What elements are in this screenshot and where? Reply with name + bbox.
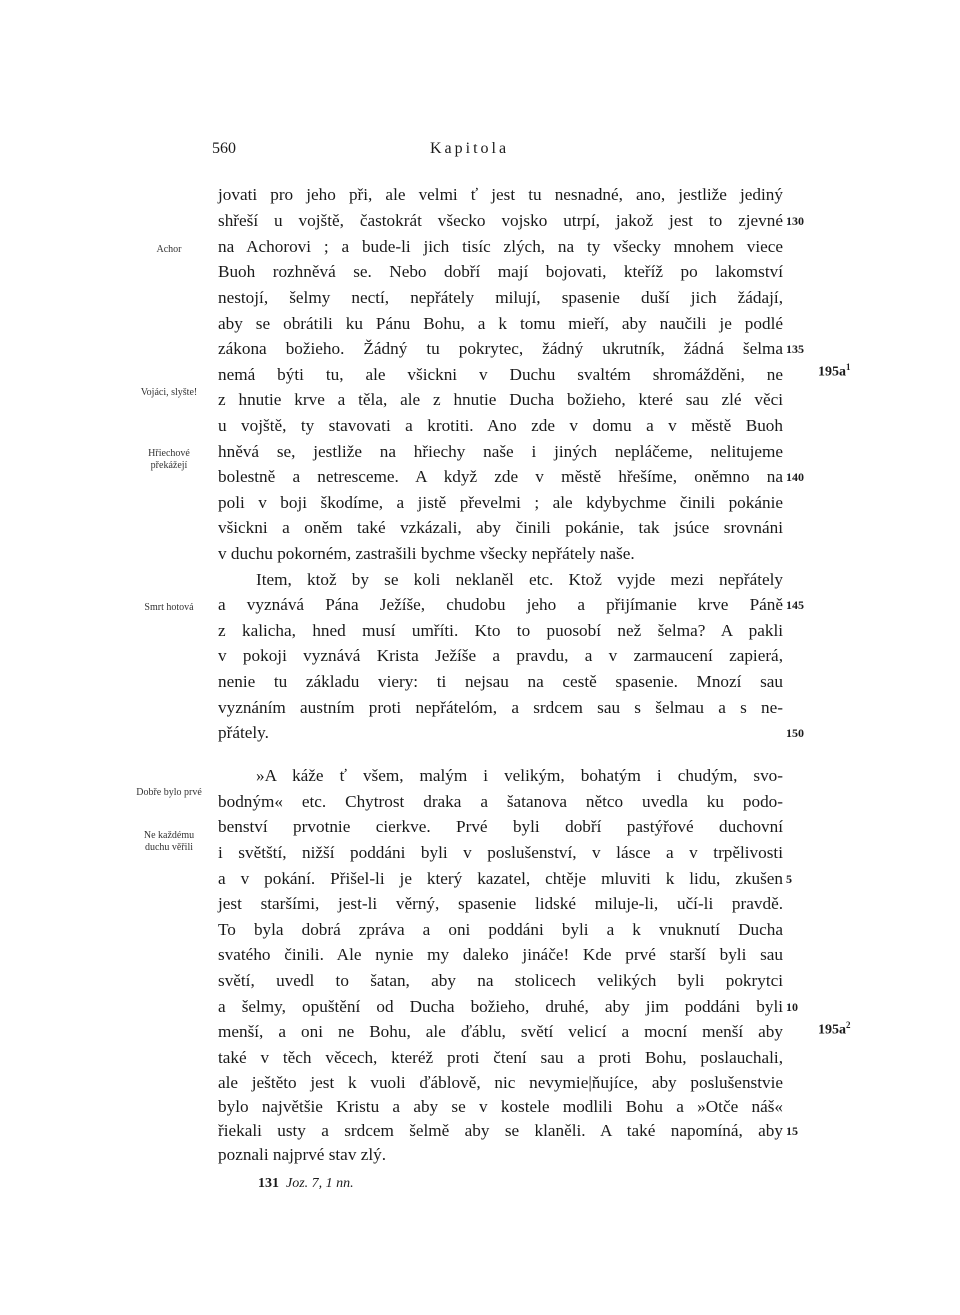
folio-marker: $195a^1$ [818,362,851,380]
line-number: 135 [786,342,804,356]
margin-note: Smrt hotová [144,602,194,613]
text-line: bolestně a netresceme. A když zde v městě hřešíme, oněmno na [218,467,783,486]
text-line: Item, ktož by se koli neklaněl etc. Ktož vyjde mezi nepřátely [256,570,783,589]
text-line: v pokoji vyznává Krista Ježíše a pravdu, a v zarmaucení zapierá, [218,646,783,665]
text-line: a vyznává Pána Ježíše, chudobu jeho a přijímanie krve Páně [218,595,783,614]
margin-note: Achor [156,244,182,255]
line-number: 150 [786,726,804,740]
text-line: z hnutie krve a těla, ale z hnutie Ducha božieho, které sau zlé věci [218,390,783,409]
text-line: jovati pro jeho při, ale velmi ť jest tu nesnadné, ano, jestliže jediný [218,185,783,204]
text-line: hněvá se, jestliže na hřiechy naše i jiných nepláčeme, nelitujeme [218,442,783,461]
footnote [258,1176,354,1192]
line-number: 140 [786,470,804,484]
text-line: i světští, nižší poddáni byli v poslušenství, v lásce a v trpělivosti [218,843,783,862]
page-number: 560 [212,140,236,157]
line-number: 15 [786,1124,798,1138]
line-number: 5 [786,872,792,886]
text-line: bodným« etc. Chytrost draka a šatanova nětco uvedla ku podo- [218,792,783,811]
text-line: benství prvotnie cierkve. Prvé byli dobří pastýřové duchovní [218,817,783,836]
text-line: To byla dobrá zpráva a oni poddáni byli a k vnuknutí Ducha [218,920,783,939]
margin-note: Ne každému duchu věřili [143,830,195,853]
text-line: v duchu pokorném, zastrašili bychme všecky nepřátely naše. [218,544,635,563]
text-line: nestojí, šelmy nectí, nepřátely milují, spasenie duší jich žádají, [218,288,783,307]
text-line: aby se obrátili ku Pánu Bohu, a k tomu mieří, aby naučili je podlé [218,314,783,333]
text-line: světí, uvedl to šatan, aby na stolicech velikých byli pokrytci [218,971,783,990]
folio-marker: $195a^2$ [818,1020,851,1038]
line-number: 145 [786,598,804,612]
text-line: a šelmy, opuštění od Ducha božieho, druhé, aby jim poddáni byli [218,997,783,1016]
text-line: shřeší u vojště, častokrát všecko vojsko utrpí, jakož jest to zjevné [218,211,783,230]
text-line: Buoh rozhněvá se. Nebo dobří mají bojovati, kteříž po lakomství [218,262,783,281]
text-line: »A káže ť všem, malým i velikým, bohatým i chudým, svo- [256,766,783,785]
footnote-ref: 131 [258,1176,279,1191]
text-line: menší, a oni ne Bohu, ale ďáblu, světí velicí a mocní menší aby [218,1022,783,1041]
text-line: poznali najprvé stav zlý. [218,1145,386,1164]
text-line: vyznáním austním proti nepřátelóm, a srdcem sau s šelmau a s ne- [218,698,783,717]
margin-note: Vojáci, slyšte! [140,387,198,398]
footnote-source: Joz. 7, 1 nn. [286,1176,354,1191]
text-line: u vojště, ty stavovati a krotiti. Ano zde v domu a v městě Buoh [218,416,783,435]
text-line: nenie tu základu viery: ti nejsau na cestě spasenie. Mnozí sau [218,672,783,691]
text-line: svatého činili. Ale nynie my daleko jináče! Kde prvé starší byli sau [218,945,783,964]
text-line: zákona božieho. Žádný tu pokrytec, žádný ukrutník, žádná šelma [218,339,783,358]
text-line: ale ještěto jest k vuoli ďáblově, nic nevymie|ňujíce, aby poslušenstvie [218,1073,783,1092]
text-line: také v těch věcech, kteréž proti čtení sau a proti Bohu, poslauchali, [218,1048,783,1067]
text-line: jest staršími, jest-li věrný, spasenie lidské miluje-li, učí-li pravdě. [218,894,783,913]
running-title: Kapitola [430,140,510,157]
margin-note: Hřiechové překážejí [148,448,190,471]
text-line: a v pokání. Přišel-li je který kazatel, chtěje mluviti k lidu, zkušen [218,869,783,888]
line-number: 10 [786,1000,798,1014]
text-line: z kalicha, hned musí umříti. Kto to puosobí než šelma? A pakli [218,621,783,640]
margin-note: Dobře bylo prvé [136,787,202,798]
text-line: nemá býti tu, ale všickni v Duchu svaltém shromážděni, ne [218,365,783,384]
text-line: přátely. [218,723,269,742]
text-line: bylo najvětšie Kristu a aby se v kostele modlili Bohu a »Otče náš« [218,1097,783,1116]
text-line: všickni a oněm také vzkázali, aby činili pokánie, tak jsúce srovnáni [218,518,783,537]
line-number: 130 [786,214,804,228]
text-line: poli v boji škodíme, a jistě převelmi ; ale kdybychme činili pokánie [218,493,783,512]
text-line: na Achorovi ; a bude-li jich tisíc zlých, na ty všecky mnohem viece [218,237,783,256]
text-line: řiekali usty a srdcem šelmě aby se klaněli. A také napomíná, aby [218,1121,783,1140]
